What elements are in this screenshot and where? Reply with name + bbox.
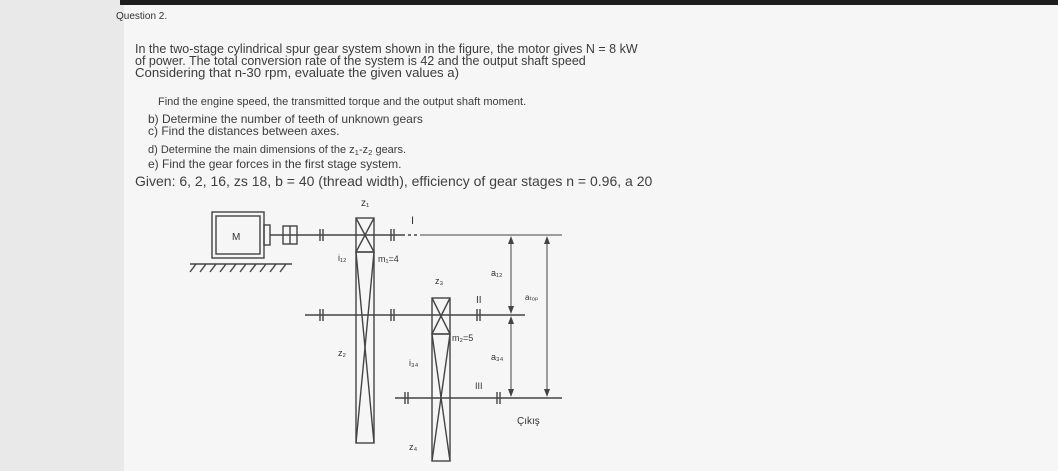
item-d-suffix: gears.	[372, 144, 407, 156]
item-b: b) Determine the number of teeth of unknown gears	[148, 112, 423, 126]
label-a12: a₁₂	[491, 268, 503, 278]
motor-flange	[264, 225, 270, 245]
dim-a12-arrow-bottom	[508, 306, 514, 314]
label-output: Çıkış	[517, 416, 540, 427]
label-m1: m₁=4	[378, 254, 399, 264]
item-d-sub2: 2	[368, 147, 373, 157]
label-z4: z₄	[409, 442, 418, 452]
item-d-dash: -z	[358, 144, 369, 156]
item-e: e) Find the gear forces in the first stage system.	[148, 157, 402, 171]
given-values: Given: 6, 2, 16, zs 18, b = 40 (thread width), efficiency of gear stages n = 0.96, a 20	[135, 173, 653, 189]
ground-hatch	[190, 264, 286, 272]
label-shaft-2: II	[476, 295, 482, 306]
dim-a34-arrow-bottom	[508, 389, 514, 397]
label-shaft-1: I	[411, 215, 415, 227]
dim-a34-arrow-top	[508, 316, 514, 324]
dim-a12-arrow-top	[508, 236, 514, 244]
label-z3: z₃	[435, 276, 444, 286]
label-i34: i₃₄	[409, 358, 419, 368]
label-a34: a₃₄	[491, 352, 504, 362]
item-d-sub1: 1	[354, 147, 359, 157]
label-i12: i₁₂	[338, 253, 347, 263]
label-z2: z₂	[338, 348, 346, 358]
label-m2: m₂=5	[452, 333, 474, 343]
dim-atop-arrow-top	[544, 236, 550, 244]
label-shaft-3: III	[475, 381, 483, 391]
label-atop: aₜₒₚ	[525, 293, 539, 302]
item-c: c) Find the distances between axes.	[148, 124, 340, 138]
problem-line-3: Considering that n-30 rpm, evaluate the given values a)	[135, 65, 460, 80]
item-d-prefix: d) Determine the main dimensions of the z	[148, 144, 355, 156]
label-z1: z₁	[361, 198, 370, 209]
motor-label: M	[232, 232, 241, 243]
question-label: Question 2.	[116, 11, 168, 22]
problem-line-1: In the two-stage cylindrical spur gear system shown in the figure, the motor gives N = 8 kW	[135, 42, 638, 56]
item-a: Find the engine speed, the transmitted torque and the output shaft moment.	[158, 96, 527, 108]
dim-atop-arrow-bottom	[544, 389, 550, 397]
problem-line-2: of power. The total conversion rate of the system is 42 and the output shaft speed	[135, 53, 586, 68]
